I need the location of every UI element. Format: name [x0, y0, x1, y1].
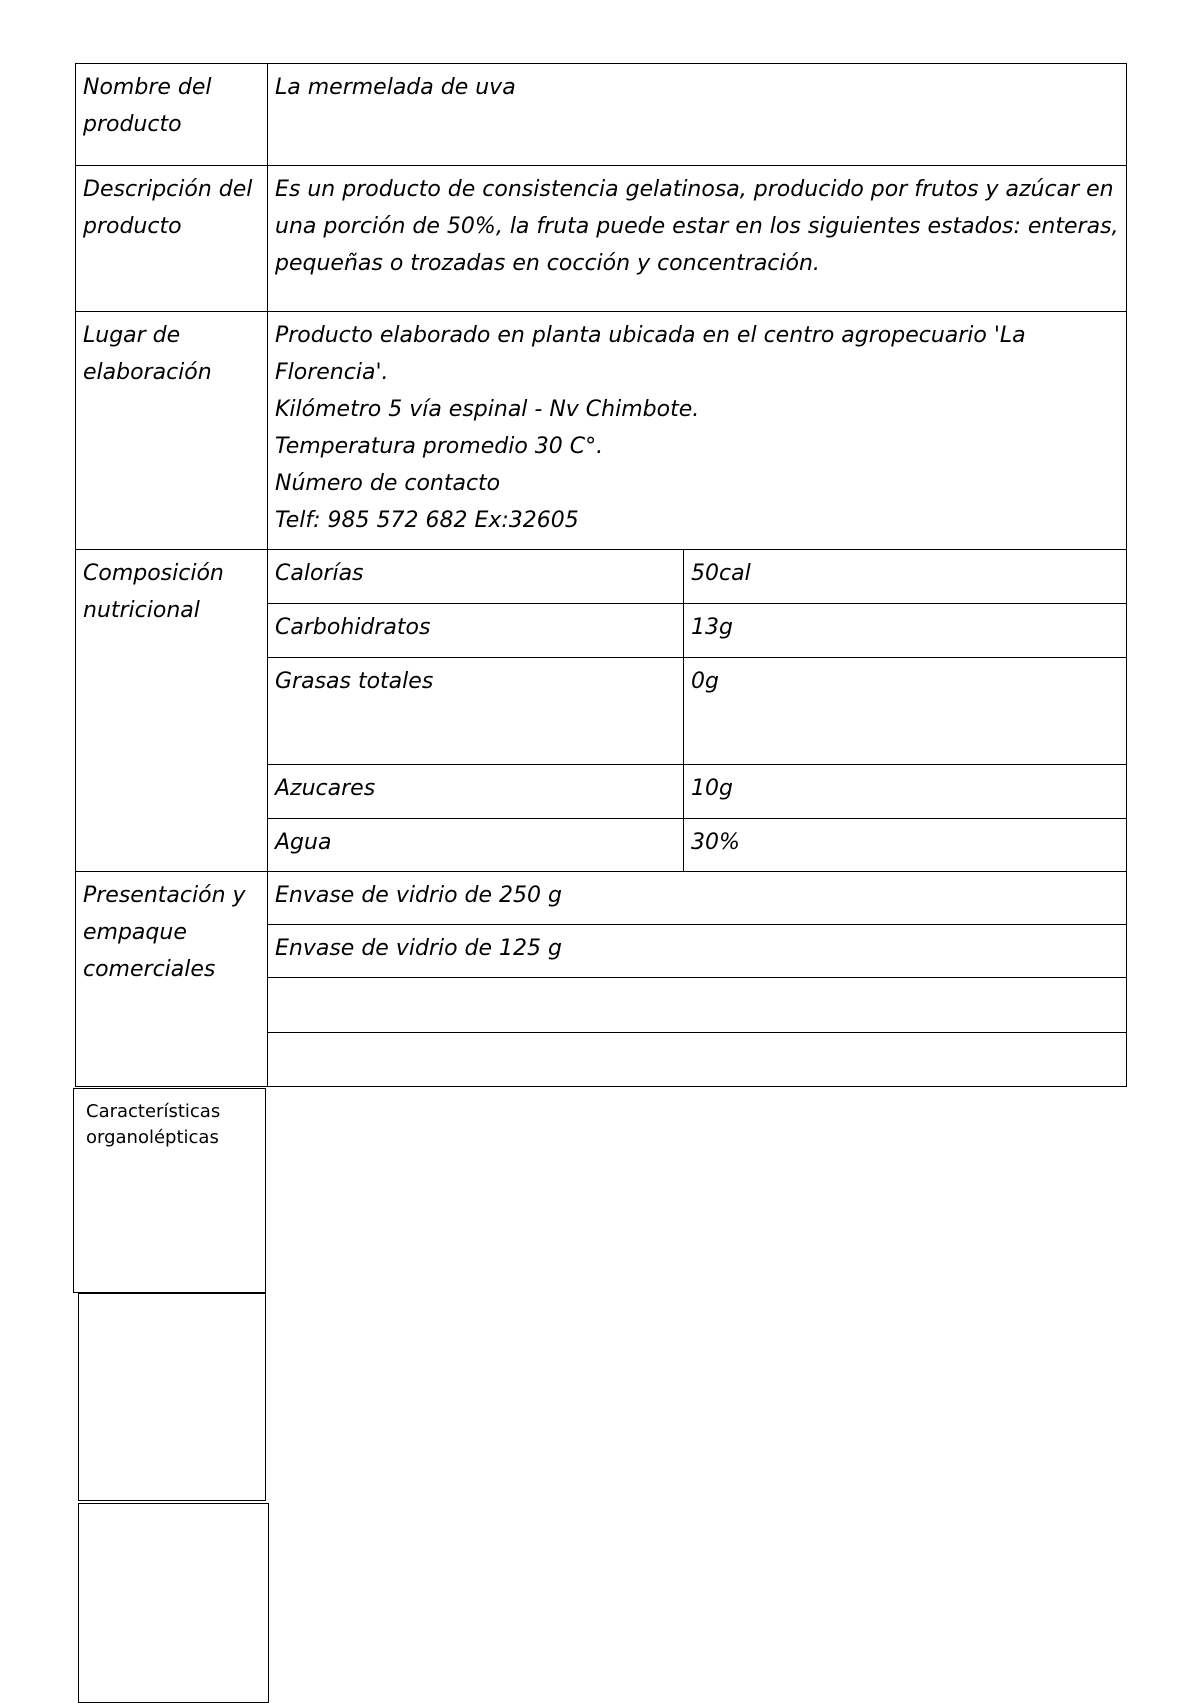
organoleptic-label: Características organolépticas	[86, 1101, 221, 1148]
presentation-item-empty	[268, 1033, 1127, 1087]
row-description	[76, 166, 1127, 312]
presentation-item: Envase de vidrio de 125 g	[268, 925, 1127, 978]
place-line-2: Kilómetro 5 vía espinal - Nv Chimbote.	[275, 397, 700, 422]
nutrient-value: 30%	[684, 819, 1127, 872]
nutrient-name: Grasas totales	[268, 658, 684, 765]
place-line-4: Número de contacto	[275, 471, 501, 496]
place-line-5: Telf: 985 572 682 Ex:32605	[275, 508, 579, 533]
product-name-label: Nombre del producto	[76, 64, 268, 166]
presentation-item-empty	[268, 978, 1127, 1033]
row-place	[76, 312, 1127, 550]
row-product-name	[76, 64, 1127, 166]
nutrition-label: Composición nutricional	[76, 550, 268, 872]
nutrient-value: 50cal	[684, 550, 1127, 604]
place-line-1: Producto elaborado en planta ubicada en el centro agropecuario 'La Florencia'.	[275, 323, 1026, 385]
description-label: Descripción del producto	[76, 166, 268, 312]
nutrient-name: Calorías	[268, 550, 684, 604]
nutrient-name: Agua	[268, 819, 684, 872]
presentation-item: Envase de vidrio de 250 g	[268, 872, 1127, 925]
nutrient-value: 10g	[684, 765, 1127, 819]
empty-box	[78, 1503, 269, 1703]
product-spec-table	[75, 63, 1127, 1087]
description-value: Es un producto de consistencia gelatinosa, producido por frutos y azúcar en una porción de 50%, la fruta puede estar en los siguientes estados: enteras, pequeñas o trozadas en cocción y concentración.	[268, 166, 1127, 312]
nutrient-value: 13g	[684, 604, 1127, 658]
empty-box	[78, 1293, 266, 1501]
product-name-value: La mermelada de uva	[268, 64, 1127, 166]
nutrient-name: Azucares	[268, 765, 684, 819]
row-nutrition-1	[76, 550, 1127, 604]
nutrient-name: Carbohidratos	[268, 604, 684, 658]
presentation-label: Presentación y empaque comerciales	[76, 872, 268, 1087]
place-line-3: Temperatura promedio 30 C°.	[275, 434, 604, 459]
row-presentation-1	[76, 872, 1127, 925]
nutrient-value: 0g	[684, 658, 1127, 765]
place-label: Lugar de elaboración	[76, 312, 268, 550]
place-value	[268, 312, 1127, 550]
organoleptic-box	[73, 1088, 266, 1293]
